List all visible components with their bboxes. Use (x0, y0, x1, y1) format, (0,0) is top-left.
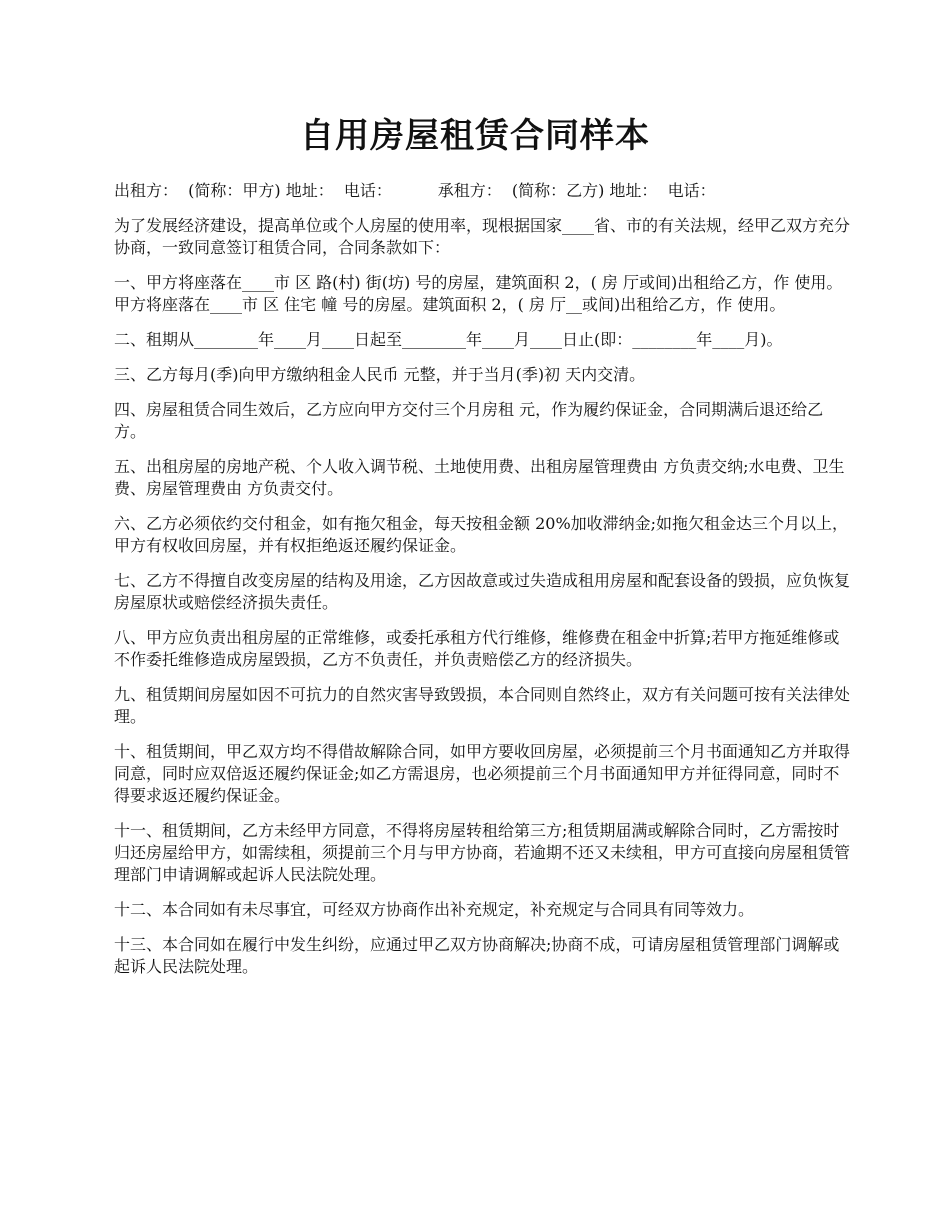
clause-7: 七、乙方不得擅自改变房屋的结构及用途，乙方因故意或过失造成租用房屋和配套设备的毁损，应负恢复房屋原状或赔偿经济损失责任。 (114, 571, 851, 612)
clause-5: 五、出租房屋的房地产税、个人收入调节税、土地使用费、出租房屋管理费由 方负责交纳;水电费、卫生费、房屋管理费由 方负责交付。 (114, 457, 845, 498)
clause-4: 四、房屋租赁合同生效后，乙方应向甲方交付三个月房租 元，作为履约保证金，合同期满后退还给乙方。 (114, 400, 824, 441)
clause-3: 三、乙方每月(季)向甲方缴纳租金人民币 元整，并于当月(季)初 天内交清。 (114, 365, 646, 384)
preamble-paragraph: 为了发展经济建设，提高单位或个人房屋的使用率，现根据国家____省、市的有关法规，经甲乙双方充分协商，一致同意签订租赁合同，合同条款如下： (114, 216, 851, 257)
clause-9: 九、租赁期间房屋如因不可抗力的自然灾害导致毁损，本合同则自然终止，双方有关问题可按有关法律处理。 (114, 685, 851, 726)
clause-6: 六、乙方必须依约交付租金，如有拖欠租金，每天按租金额 20%加收滞纳金;如拖欠租金达三个月以上，甲方有权收回房屋，并有权拒绝返还履约保证金。 (114, 514, 849, 555)
clause-10: 十、租赁期间，甲乙双方均不得借故解除合同，如甲方要收回房屋，必须提前三个月书面通知乙方并取得同意，同时应双倍返还履约保证金;如乙方需退房，也必须提前三个月书面通知甲方并征得同意，同时不得要求返还履约保证金。 (114, 742, 851, 805)
clause-8: 八、甲方应负责出租房屋的正常维修，或委托承租方代行维修，维修费在租金中折算;若甲方拖延维修或不作委托维修造成房屋毁损，乙方不负责任，并负责赔偿乙方的经济损失。 (114, 628, 840, 669)
clause-2: 二、租期从________年____月____日起至________年____月____日止(即：________年____月)。 (114, 330, 783, 349)
clause-13: 十三、本合同如在履行中发生纠纷，应通过甲乙双方协商解决;协商不成，可请房屋租赁管理部门调解或起诉人民法院处理。 (114, 935, 840, 976)
parties-line: 出租方： (简称：甲方) 地址： 电话： 承租方： (简称：乙方) 地址： 电话： (114, 181, 716, 200)
clause-11: 十一、租赁期间，乙方未经甲方同意，不得将房屋转租给第三方;租赁期届满或解除合同时，乙方需按时归还房屋给甲方，如需续租，须提前三个月与甲方协商，若逾期不还又未续租，甲方可直接向房屋租赁管理部门申请调解或起诉人民法院处理。 (114, 821, 851, 884)
document-title: 自用房屋租赁合同样本 (300, 116, 650, 156)
document-body (114, 180, 889, 991)
clause-1: 一、甲方将座落在____市 区 路(村) 街(坊) 号的房屋，建筑面积 2，( 房 厅或间)出租给乙方，作 使用。 甲方将座落在____市 区 住宅 幢 号的房屋。建筑面积 2，( 房 厅__或间)出租给乙方，作 使用。 (114, 273, 889, 314)
clause-12: 十二、本合同如有未尽事宜，可经双方协商作出补充规定，补充规定与合同具有同等效力。 (114, 900, 755, 919)
